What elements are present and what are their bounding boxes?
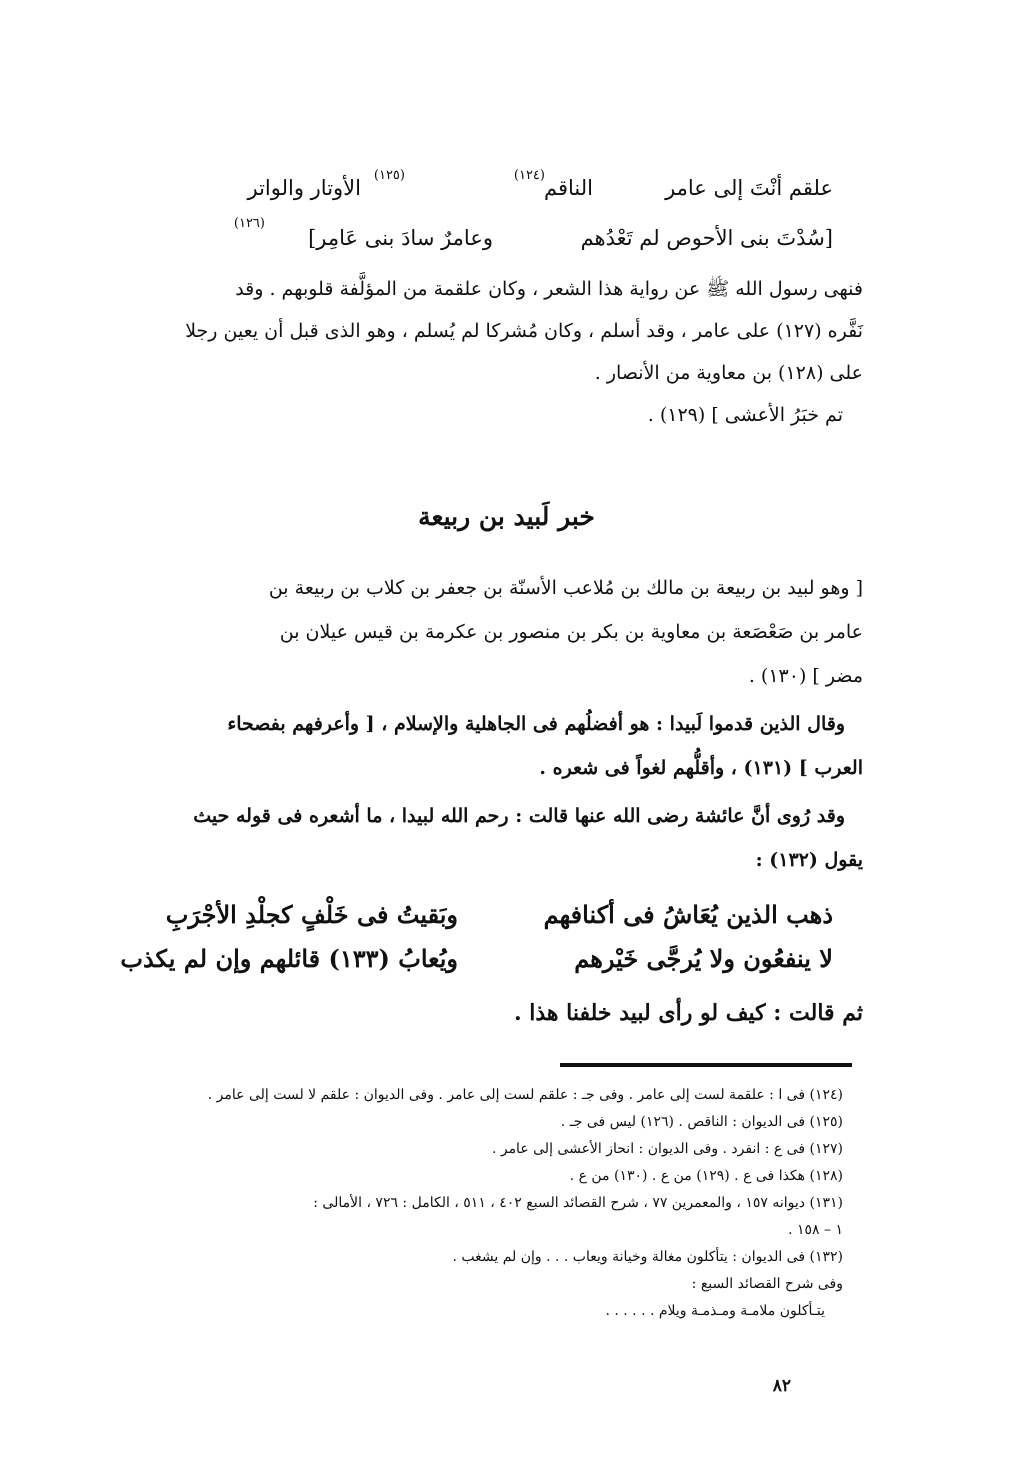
footnote-ref-126: (١٢٦) xyxy=(233,216,265,231)
footnote-line: (١٣١) ديوانه ١٥٧ ، والمعمرين ٧٧ ، شرح القصائد السبع ٤٠٢ ، ٥١١ ، الكامل : ٧٢٦ ، الأمالى : xyxy=(313,1195,843,1211)
poem-top-line1-right: علقم أنْتَ إلى عامر xyxy=(665,176,833,200)
footnote-separator xyxy=(560,1063,852,1067)
paragraph-2-line: [ وهو لبيد بن ربيعة بن مالك بن مُلاعب الأسنّة بن جعفر بن كلاب بن ربيعة بن xyxy=(268,577,863,599)
footnote-line: (١٣٢) فى الديوان : يتأكلون مغالة وخيانة ويعاب . . . وإن لم يشغب . xyxy=(452,1249,843,1265)
footnote-line: (١٢٤) فى ا : علقمة لست إلى عامر . وفى جـ : علقم لست إلى عامر . وفى الديوان : علقم لا لست إلى عامر . xyxy=(207,1087,843,1103)
footnote-line: يتـأكلون ملامـة ومـذمـة ويلام . . . . . . xyxy=(605,1303,825,1319)
footnote-line: (١٢٨) هكذا فى ع . (١٢٩) من ع . (١٣٠) من ع . xyxy=(569,1168,843,1184)
page-number: ٨٢ xyxy=(772,1376,791,1396)
poem-top-line1-mid: الناقم xyxy=(544,176,593,200)
paragraph-1-line: تم خبَرُ الأعشى ] (١٢٩) . xyxy=(647,404,843,426)
paragraph-1-line: نَفَّره (١٢٧) على عامر ، وقد أسلم ، وكان مُشركا لم يُسلم ، وهو الذى قبل أن يعين رجلا xyxy=(185,320,863,342)
paragraph-4-line: يقول (١٣٢) : xyxy=(755,849,863,871)
footnote-line: وفى شرح القصائد السبع : xyxy=(691,1276,843,1292)
paragraph-1 xyxy=(128,268,863,436)
section-title: خبر لَبيد بن ربيعة xyxy=(418,502,595,531)
paragraph-1-line: فنهى رسول الله ﷺ عن رواية هذا الشعر ، وكان علقمة من المؤلَّفة قلوبهم . وقد xyxy=(235,278,863,300)
footnote-line: (١٢٧) فى ع : انفرد . وفى الديوان : انحاز الأعشى إلى عامر . xyxy=(491,1141,843,1157)
paragraph-4-line: وقد رُوى أنَّ عائشة رضى الله عنها قالت : رحم الله لبيدا ، ما أشعره فى قوله حيث xyxy=(193,805,845,827)
closing-sentence: ثم قالت : كيف لو رأى لبيد خلفنا هذا . xyxy=(513,1000,863,1026)
footnotes xyxy=(128,1082,843,1325)
footnote-line: (١٢٥) فى الديوان : الناقص . (١٢٦) ليس فى جـ . xyxy=(560,1114,843,1130)
footnote-ref-125: (١٢٥) xyxy=(373,168,405,183)
poem-top-line2-left: وعامرٌ سادَ بنى عَامِر] xyxy=(308,226,493,250)
footnote-line: ١ – ١٥٨ . xyxy=(788,1222,843,1238)
poem-top-line2-right: [سُدْتَ بنى الأحوص لم تَعْدُهم xyxy=(580,226,833,250)
paragraph-3 xyxy=(128,702,863,790)
poem-lebid-line2-left: ويُعابُ (١٣٣) قائلهم وإن لم يكذب xyxy=(120,944,458,973)
paragraph-1-line: على (١٢٨) بن معاوية من الأنصار . xyxy=(594,362,863,384)
poem-lebid-line2-right: لا ينفعُون ولا يُرجَّى خَيْرهم xyxy=(574,944,833,973)
paragraph-3-line: وقال الذين قدموا لَبيدا : هو أفضلُهم فى الجاهلية والإسلام ، [ وأعرفهم بفصحاء xyxy=(227,713,845,735)
paragraph-2-line: عامر بن صَعْصَعة بن معاوية بن بكر بن منصور بن عكرمة بن قيس عيلان بن xyxy=(279,621,863,643)
paragraph-4 xyxy=(128,794,863,882)
poem-lebid-line1-left: وبَقيتُ فى خَلْفٍ كجلْدِ الأجْرَبِ xyxy=(165,900,458,929)
poem-top-line1-left: الأوتار والواتر xyxy=(247,176,361,200)
footnote-ref-124: (١٢٤) xyxy=(513,168,545,183)
paragraph-2-line: مضر ] (١٣٠) . xyxy=(748,665,863,687)
paragraph-3-line: العرب ] (١٣١) ، وأقلُّهم لغواً فى شعره . xyxy=(539,757,863,779)
poem-lebid-line1-right: ذهب الذين يُعَاشُ فى أكنافهم xyxy=(543,900,833,929)
paragraph-2 xyxy=(128,566,863,698)
